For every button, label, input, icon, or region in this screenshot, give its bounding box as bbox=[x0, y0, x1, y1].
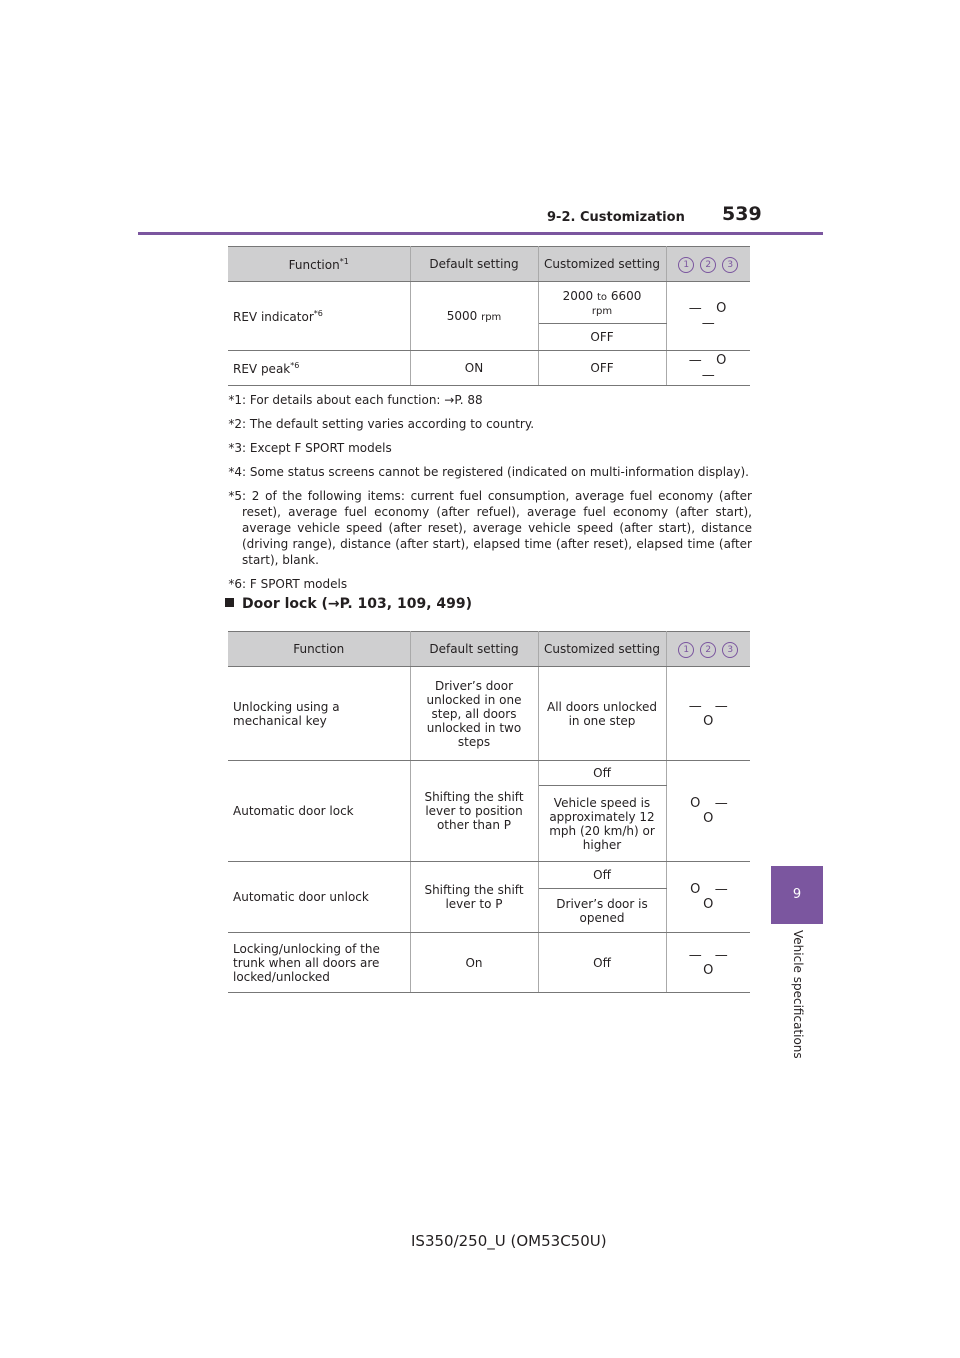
header-customized-setting: Customized setting bbox=[538, 247, 666, 282]
header-function: Function bbox=[228, 632, 410, 667]
function-cell: Automatic door unlock bbox=[228, 862, 410, 933]
default-cell: On bbox=[410, 933, 538, 993]
chapter-label: Vehicle specifications bbox=[791, 930, 805, 1059]
bullet-square-icon bbox=[225, 598, 234, 607]
footnote: *3 : Except F SPORT models bbox=[228, 441, 392, 455]
custom-cell: Off bbox=[538, 862, 666, 889]
header-function: Function$^{*1}$ bbox=[228, 247, 410, 282]
default-cell: Driver’s door unlocked in one step, all doors unlocked in two steps bbox=[410, 667, 538, 761]
footnote: *5 : 2 of the following items: current fuel consumption, average fuel economy (after reset), average fuel economy (after refuel), average fuel economy (after start), average vehicle speed (after reset), average vehicle speed (after start), distance (driving range), distance (after start), elapsed time (after reset), elapsed time (after start), blank. bbox=[228, 489, 752, 567]
custom-cell: OFF bbox=[538, 351, 666, 386]
method-marks: O —O bbox=[666, 761, 750, 862]
section-heading: Door lock (→P. 103, 109, 499) bbox=[225, 596, 472, 612]
function-cell: Locking/unlocking of the trunk when all doors are locked/unlocked bbox=[228, 933, 410, 993]
table-row bbox=[228, 862, 750, 889]
chapter-tab: 9 bbox=[771, 866, 823, 924]
header-method-columns bbox=[666, 247, 750, 282]
function-cell: REV indicator$^{*6}$ bbox=[228, 282, 410, 351]
custom-cell: OFF bbox=[538, 324, 666, 351]
header-rule bbox=[138, 232, 823, 235]
table-row bbox=[228, 761, 750, 786]
function-cell: Unlocking using a mechanical key bbox=[228, 667, 410, 761]
header-default-setting: Default setting bbox=[410, 632, 538, 667]
method-1-icon: 1 bbox=[678, 257, 694, 273]
method-marks: — O— bbox=[666, 351, 750, 386]
method-2-icon: 2 bbox=[700, 642, 716, 658]
custom-cell: All doors unlocked in one step bbox=[538, 667, 666, 761]
default-cell: 5000 rpm bbox=[410, 282, 538, 351]
page-number: 539 bbox=[722, 203, 762, 225]
header-customized-setting: Customized setting bbox=[538, 632, 666, 667]
header-method-columns bbox=[666, 632, 750, 667]
footnote: *6 : F SPORT models bbox=[228, 577, 348, 591]
method-3-icon: 3 bbox=[722, 257, 738, 273]
footer-model-code: IS350/250_U (OM53C50U) bbox=[411, 1232, 607, 1250]
method-marks: — —O bbox=[666, 933, 750, 993]
custom-cell: Driver’s door is opened bbox=[538, 889, 666, 933]
table-row bbox=[228, 351, 750, 386]
function-cell: REV peak$^{*6}$ bbox=[228, 351, 410, 386]
table-row bbox=[228, 667, 750, 761]
custom-cell: 2000 to 6600 rpm bbox=[538, 282, 666, 324]
method-2-icon: 2 bbox=[700, 257, 716, 273]
customization-table-2 bbox=[228, 631, 750, 993]
footnotes bbox=[212, 392, 752, 600]
customization-table-1 bbox=[228, 246, 750, 386]
header-section-title: 9-2. Customization bbox=[547, 210, 685, 225]
table-header-row bbox=[228, 632, 750, 667]
default-cell: Shifting the shift lever to position other than P bbox=[410, 761, 538, 862]
method-3-icon: 3 bbox=[722, 642, 738, 658]
table-header-row bbox=[228, 247, 750, 282]
method-marks: — —O bbox=[666, 667, 750, 761]
footnote: *1 : For details about each function: →P. 88 bbox=[228, 393, 483, 407]
method-marks: — O— bbox=[666, 282, 750, 351]
footnote: *2 : The default setting varies according to country. bbox=[228, 417, 535, 431]
method-1-icon: 1 bbox=[678, 642, 694, 658]
default-cell: ON bbox=[410, 351, 538, 386]
footnote: *4 : Some status screens cannot be registered (indicated on multi-information display). bbox=[228, 465, 749, 479]
default-cell: Shifting the shift lever to P bbox=[410, 862, 538, 933]
table-row bbox=[228, 933, 750, 993]
function-cell: Automatic door lock bbox=[228, 761, 410, 862]
table-row bbox=[228, 282, 750, 324]
custom-cell: Vehicle speed is approximately 12 mph (20 km/h) or higher bbox=[538, 786, 666, 862]
custom-cell: Off bbox=[538, 761, 666, 786]
header-default-setting: Default setting bbox=[410, 247, 538, 282]
method-marks: O —O bbox=[666, 862, 750, 933]
custom-cell: Off bbox=[538, 933, 666, 993]
